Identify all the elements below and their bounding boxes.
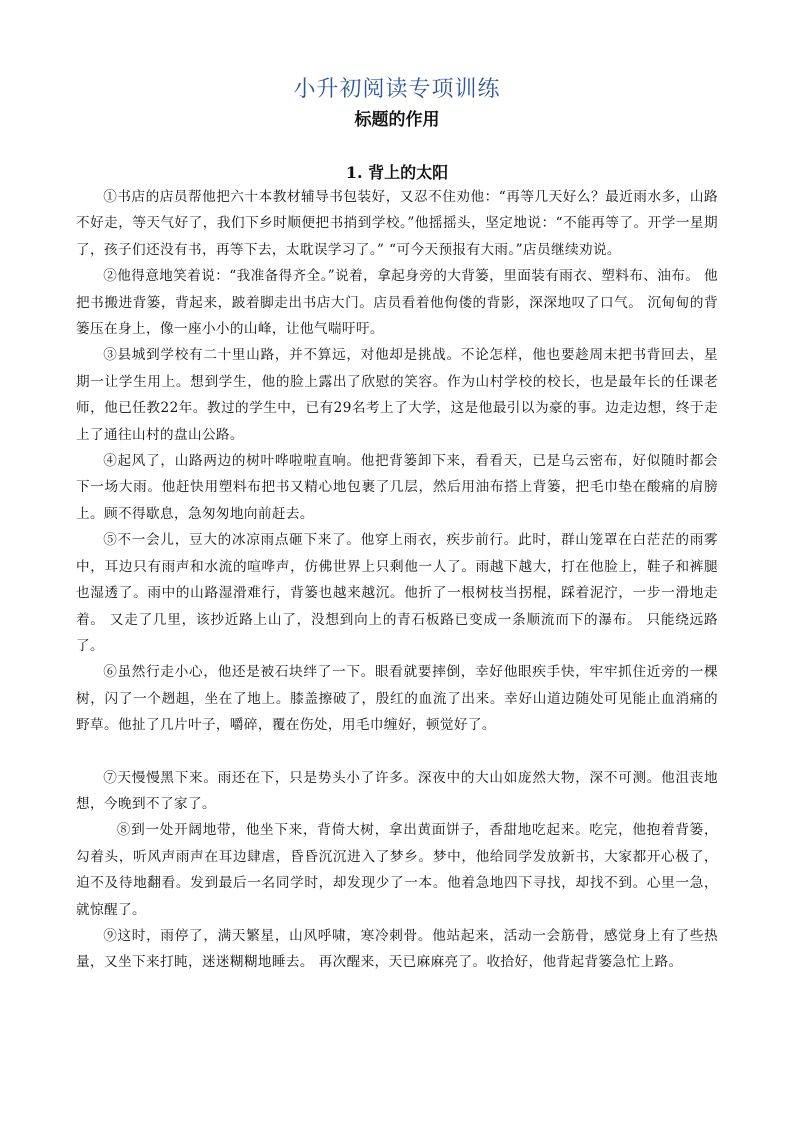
paragraph-8: ⑧到一处开阔地带，他坐下来，背倚大树，拿出黄面饼子，香甜地吃起来。吃完，他抱着背篓，勾着头，听风声雨声在耳边肆虐，昏昏沉沉进入了梦乡。梦中，他给同学发放新书，大家都开心极了，迫不及待地翻看。发到最后一名同学时，却发现少了一本。他着急地四下寻找，却找不到。心里一急，就惊醒了。 — [76, 822, 718, 918]
paragraph-6: ⑥虽然行走小心，他还是被石块绊了一下。眼看就要摔倒，幸好他眼疾手快，牢牢抓住近旁的一棵树，闪了一个趔趄，坐在了地上。膝盖擦破了，殷红的血流了出来。幸好山道边随处可见能止血消痛的野草。他扯了几片叶子，嚼碎，覆在伤处，用毛巾缠好，顿觉好了。 — [76, 664, 718, 734]
page-title: 小升初阅读专项训练 — [293, 77, 501, 102]
paragraph-9: ⑨这时，雨停了，满天繁星，山风呼啸，寒冷刺骨。他站起来，活动一会筋骨，感觉身上有了些热量，又坐下来打盹，迷迷糊糊地睡去。 再次醒来，天已麻麻亮了。收拾好，他背起背篓急忙上路。 — [76, 927, 718, 971]
page-subtitle: 标题的作用 — [354, 110, 440, 130]
paragraph-7: ⑦天慢慢黑下来。雨还在下，只是势头小了许多。深夜中的大山如庞然大物，深不可测。他沮丧地想，今晚到不了家了。 — [76, 769, 718, 812]
paragraph-5: ⑤不一会儿，豆大的冰凉雨点砸下来了。他穿上雨衣，疾步前行。此时，群山笼罩在白茫茫的雨雾中，耳边只有雨声和水流的喧哗声，仿佛世界上只剩他一人了。雨越下越大，打在他脸上，鞋子和裤腿也湿透了。雨中的山路湿滑难行，背篓也越来越沉。他折了一根树枝当拐棍，踩着泥泞，一步一滑地走着。 又走了几里，该抄近路上山了，没想到向上的青石板路已变成一条顺流而下的瀑布。 只能绕远路了。 — [76, 532, 718, 654]
paragraph-4: ④起风了，山路两边的树叶哗啦啦直响。他把背篓卸下来，看看天，已是乌云密布，好似随时都会下一场大雨。他赶快用塑料布把书又精心地包裹了几层，然后用油布搭上背篓，把毛巾垫在酸痛的肩膀上。顾不得歇息，急匆匆地向前赶去。 — [76, 453, 718, 522]
article-body — [76, 184, 718, 976]
paragraph-1: ①书店的店员帮他把六十本教材辅导书包装好，又忍不住劝他：“再等几天好么？最近雨水多，山路不好走，等天气好了，我们下乡时顺便把书捎到学校。”他摇摇头，坚定地说：“不能再等了。开学一星期了，孩子们还没有书，再等下去，太耽误学习了。” “可今天预报有大雨。”店员继续劝说。 — [76, 189, 718, 258]
paragraph-2: ②他得意地笑着说：“我准备得齐全。”说着，拿起身旁的大背篓，里面装有雨衣、塑料布、油布。 他把书搬进背篓，背起来，跛着脚走出书店大门。店员看着他佝偻的背影，深深地叹了口气。 沉甸甸的背篓压在身上，像一座小小的山峰，让他气喘吁吁。 — [76, 268, 718, 338]
article-title: 1. 背上的太阳 — [345, 163, 449, 182]
paragraph-3: ③县城到学校有二十里山路，并不算远，对他却是挑战。不论怎样，他也要趁周末把书背回去，星期一让学生用上。想到学生，他的脸上露出了欣慰的笑容。作为山村学校的校长，也是最年长的任课老师，他已任教22年。教过的学生中，已有29名考上了大学，这是他最引以为豪的事。边走边想，终于走上了通往山村的盘山公路。 — [76, 347, 718, 443]
